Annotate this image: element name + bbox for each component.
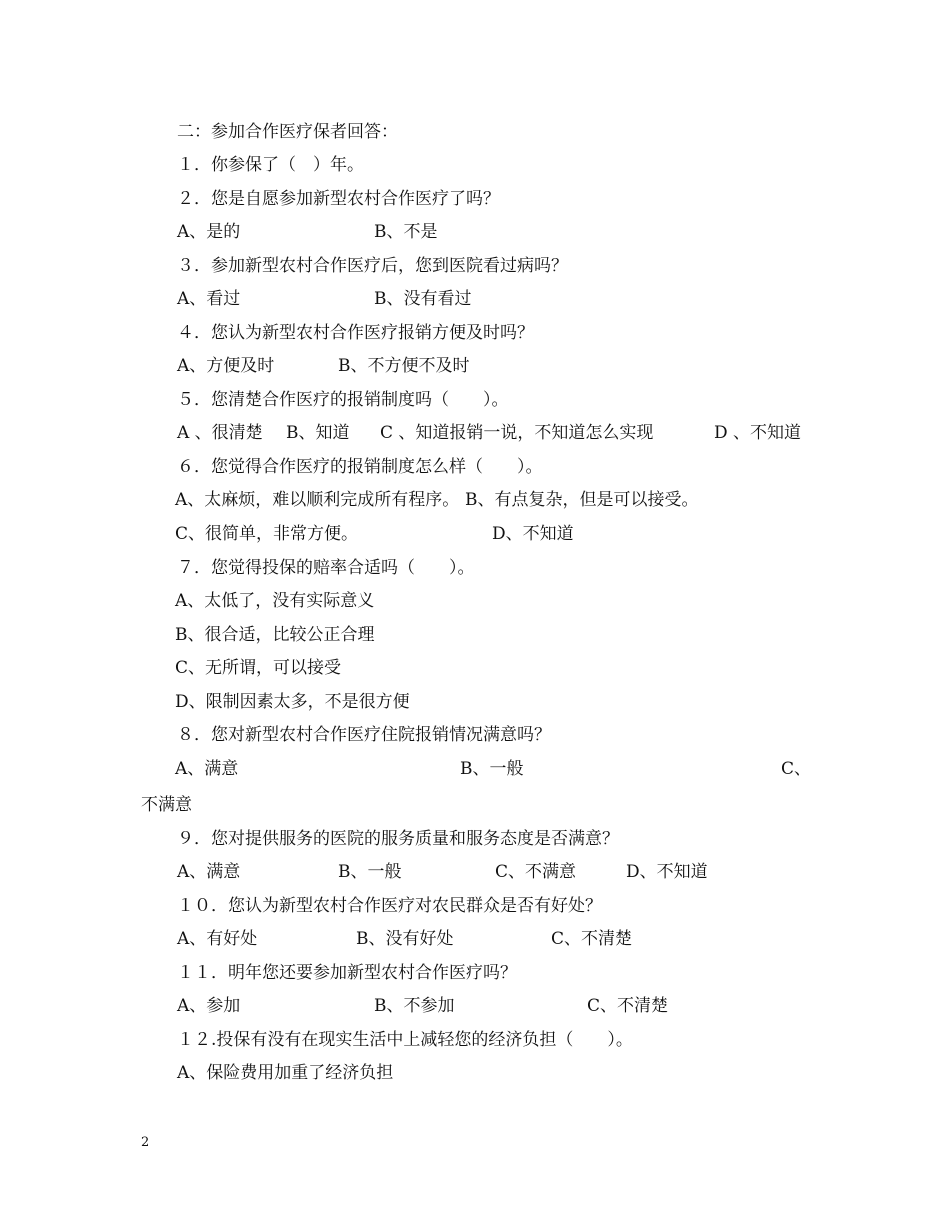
option-a: A、参加 (177, 996, 241, 1016)
option-c: C 、知道报销一说，不知道怎么实现 (380, 423, 654, 443)
option-c: C、无所谓，可以接受 (175, 658, 342, 678)
question-5: ５．您清楚合作医疗的报销制度吗（ ）。 (177, 390, 509, 410)
question-9-options (177, 861, 877, 883)
option-c: C、 (781, 759, 812, 779)
option-a: A、太低了，没有实际意义 (175, 591, 375, 611)
question-6-options-row-1 (175, 489, 875, 511)
section-heading: 二：参加合作医疗保者回答： (177, 122, 398, 142)
option-b: B、有点复杂，但是可以接受。 (465, 490, 699, 510)
option-a: A、看过 (177, 289, 241, 309)
question-5-options (177, 422, 877, 444)
option-a: A、保险费用加重了经济负担 (177, 1063, 394, 1083)
option-a: A、有好处 (177, 929, 258, 949)
question-2-options (177, 221, 877, 243)
option-b: B、没有好处 (356, 929, 454, 949)
question-9: ９．您对提供服务的医院的服务质量和服务态度是否满意？ (177, 829, 619, 849)
option-b: B、知道 (286, 423, 350, 443)
option-a: A、是的 (177, 222, 241, 242)
option-d: D、不知道 (492, 524, 574, 544)
question-3-options (177, 288, 877, 310)
question-6-options-row-2 (175, 523, 875, 545)
question-2: ２．您是自愿参加新型农村合作医疗了吗？ (177, 189, 500, 209)
option-d: D 、不知道 (714, 423, 802, 443)
option-c-continued: 不满意 (141, 795, 192, 815)
option-b: B、一般 (460, 759, 524, 779)
option-b: B、很合适，比较公正合理 (175, 625, 375, 645)
option-b: B、不方便不及时 (338, 356, 470, 376)
option-b: B、一般 (338, 862, 402, 882)
page-number: 2 (141, 1135, 150, 1150)
question-8: ８．您对新型农村合作医疗住院报销情况满意吗？ (177, 725, 551, 745)
question-1: １．你参保了（ ）年。 (177, 155, 364, 175)
option-c: C、不清楚 (551, 929, 633, 949)
option-c: C、很简单，非常方便。 (175, 524, 359, 544)
option-d: D、不知道 (626, 862, 708, 882)
option-a: A、满意 (177, 862, 241, 882)
option-d: D、限制因素太多，不是很方便 (175, 692, 410, 712)
question-12: １２.投保有没有在现实生活中上减轻您的经济负担（ ）。 (177, 1030, 633, 1050)
question-4-options (177, 355, 877, 377)
option-b: B、没有看过 (374, 289, 472, 309)
question-6: ６．您觉得合作医疗的报销制度怎么样（ ）。 (177, 457, 543, 477)
option-a: A、方便及时 (177, 356, 275, 376)
question-11-options (177, 995, 877, 1017)
question-10: １０．您认为新型农村合作医疗对农民群众是否有好处？ (177, 896, 602, 916)
option-a: A、满意 (175, 759, 239, 779)
option-b: B、不是 (374, 222, 438, 242)
question-10-options (177, 928, 877, 950)
option-c: C、不清楚 (587, 996, 669, 1016)
option-a: A 、很清楚 (177, 423, 263, 443)
option-b: B、不参加 (374, 996, 455, 1016)
question-7: ７．您觉得投保的赔率合适吗（ ）。 (177, 558, 475, 578)
question-11: １１．明年您还要参加新型农村合作医疗吗？ (177, 963, 517, 983)
question-3: ３．参加新型农村合作医疗后，您到医院看过病吗？ (177, 256, 568, 276)
question-8-options (175, 758, 835, 780)
option-c: C、不满意 (495, 862, 577, 882)
question-4: ４．您认为新型农村合作医疗报销方便及时吗？ (177, 323, 534, 343)
option-a: A、太麻烦，难以顺利完成所有程序。 (175, 490, 460, 510)
